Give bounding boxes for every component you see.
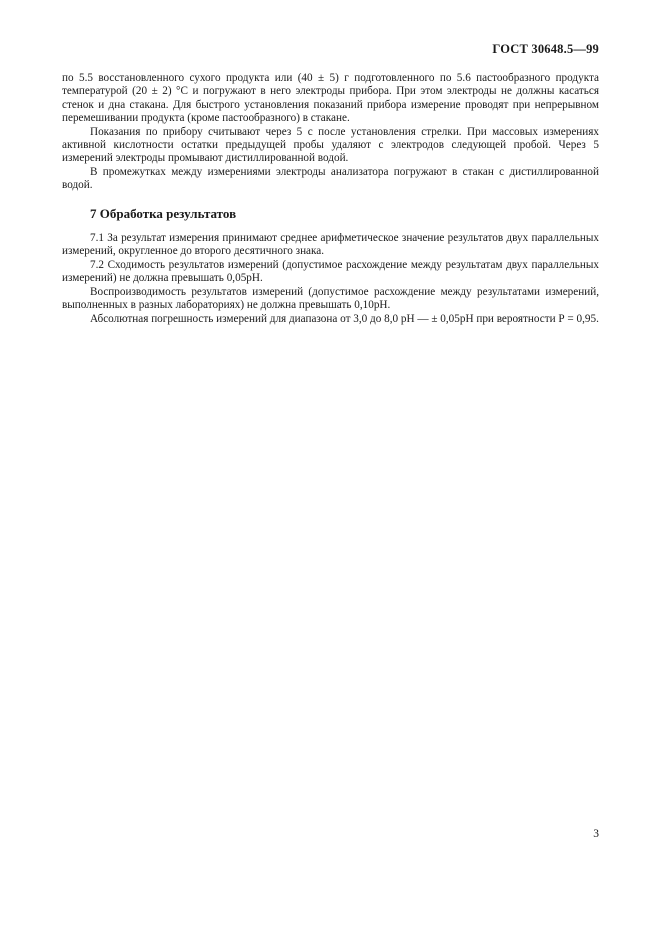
section-heading: 7 Обработка результатов <box>90 205 237 221</box>
paragraph-storage: В промежутках между измерениями электроды анализатора погружают в стакан с дистиллированной водой. <box>62 165 599 192</box>
paragraph-continuation: по 5.5 восстановленного сухого продукта или (40 ± 5) г подготовленного по 5.6 пастообразного продукта температурой (20 ± 2) °С и погружают в него электроды прибора. При этом электроды не должны касаться стенок и дна стакана. Для быстрого установления показаний прибора измерение проводят при непрерывном перемешивании продукта (кроме пастообразного) в стакане. <box>62 72 599 125</box>
paragraph-absolute-error: Абсолютная погрешность измерений для диапазона от 3,0 до 8,0 рН — ± 0,05рН при вероятности Р = 0,95. <box>90 312 599 325</box>
paragraph-7-2: 7.2 Сходимость результатов измерений (допустимое расхождение между результатам двух параллельных измерений) не должна превышать 0,05рН. <box>62 258 599 285</box>
paragraph-7-1: 7.1 За результат измерения принимают среднее арифметическое значение результатов двух параллельных измерений, округленное до второго десятичного знака. <box>62 232 599 258</box>
document-body <box>62 72 599 326</box>
page-number: 3 <box>593 828 599 840</box>
paragraph-readings: Показания по прибору считывают через 5 с после установления стрелки. При массовых измерениях активной кислотности остатки предыдущей пробы удаляют с электродов следующей пробой. Через 5 измерений электроды промывают дистиллированной водой. <box>62 125 599 165</box>
paragraph-reproducibility: Воспроизводимость результатов измерений (допустимое расхождение между результатами измерений, выполненных в разных лабораториях) не должна превышать 0,10рН. <box>62 285 599 312</box>
document-code-header: ГОСТ 30648.5—99 <box>492 42 599 56</box>
